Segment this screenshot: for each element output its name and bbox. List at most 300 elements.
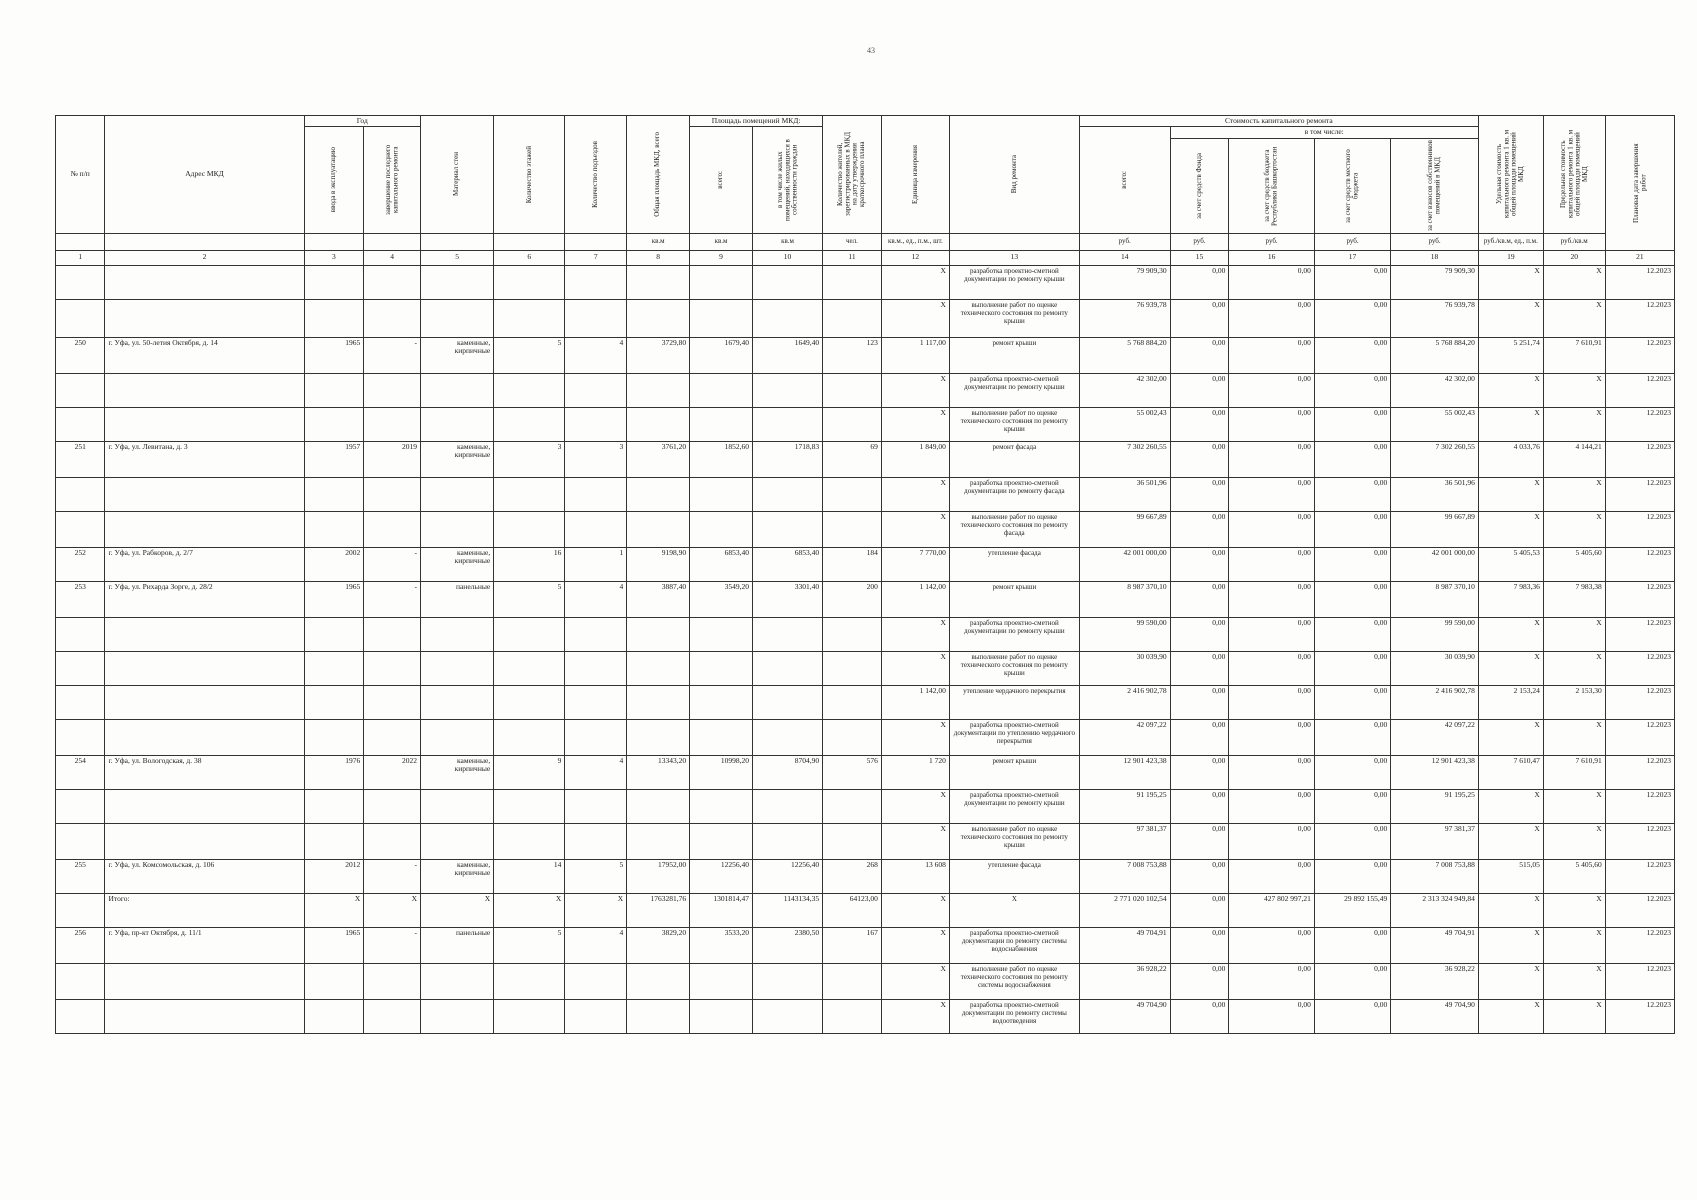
area-total bbox=[690, 407, 753, 441]
area-private: 1143134,35 bbox=[752, 893, 822, 927]
specific-cost: X bbox=[1478, 373, 1543, 407]
specific-cost: X bbox=[1478, 893, 1543, 927]
unit-cell: кв.м bbox=[627, 233, 690, 250]
cost-fund: 0,00 bbox=[1170, 581, 1229, 617]
cost-total: 7 302 260,55 bbox=[1079, 441, 1170, 477]
unit-cell: кв.м bbox=[690, 233, 753, 250]
residents: 64123,00 bbox=[823, 893, 882, 927]
unit-cell: кв.м bbox=[752, 233, 822, 250]
cost-local: 0,00 bbox=[1314, 265, 1390, 299]
commission-year bbox=[304, 265, 364, 299]
work-type: выполнение работ по оценке технического состояния по ремонту крыши bbox=[949, 407, 1079, 441]
entrances bbox=[565, 617, 627, 651]
limit-cost: X bbox=[1543, 407, 1605, 441]
table-row bbox=[56, 617, 1675, 651]
column-number: 4 bbox=[364, 250, 421, 265]
cost-fund: 0,00 bbox=[1170, 477, 1229, 511]
column-number: 16 bbox=[1229, 250, 1315, 265]
column-number: 9 bbox=[690, 250, 753, 265]
column-number: 13 bbox=[949, 250, 1079, 265]
cost-owners: 2 416 902,78 bbox=[1391, 685, 1479, 719]
total-area: 3729,80 bbox=[627, 337, 690, 373]
table-row bbox=[56, 337, 1675, 373]
header-floors: Количество этажей bbox=[494, 116, 565, 234]
cost-republic: 0,00 bbox=[1229, 299, 1315, 337]
cost-local: 0,00 bbox=[1314, 441, 1390, 477]
unit-value: 13 608 bbox=[881, 859, 949, 893]
address bbox=[105, 963, 304, 999]
work-type: разработка проектно-сметной документации по ремонту крыши bbox=[949, 265, 1079, 299]
row-number bbox=[56, 511, 105, 547]
last-repair-year bbox=[364, 823, 421, 859]
cost-fund: 0,00 bbox=[1170, 511, 1229, 547]
unit-value: X bbox=[881, 373, 949, 407]
commission-year bbox=[304, 617, 364, 651]
address bbox=[105, 719, 304, 755]
cost-total: 42 302,00 bbox=[1079, 373, 1170, 407]
unit-value: 1 142,00 bbox=[881, 685, 949, 719]
total-area bbox=[627, 477, 690, 511]
table-row bbox=[56, 823, 1675, 859]
residents bbox=[823, 963, 882, 999]
cost-total: 30 039,90 bbox=[1079, 651, 1170, 685]
unit-value: X bbox=[881, 477, 949, 511]
cost-owners: 99 667,89 bbox=[1391, 511, 1479, 547]
cost-total: 99 667,89 bbox=[1079, 511, 1170, 547]
cost-owners: 42 097,22 bbox=[1391, 719, 1479, 755]
total-area: 3761,20 bbox=[627, 441, 690, 477]
residents bbox=[823, 407, 882, 441]
cost-republic: 0,00 bbox=[1229, 685, 1315, 719]
specific-cost: 7 983,36 bbox=[1478, 581, 1543, 617]
cost-owners: 42 302,00 bbox=[1391, 373, 1479, 407]
row-number bbox=[56, 407, 105, 441]
work-type: ремонт крыши bbox=[949, 755, 1079, 789]
plan-date: 12.2023 bbox=[1605, 511, 1674, 547]
work-type: выполнение работ по оценке технического состояния по ремонту фасада bbox=[949, 511, 1079, 547]
residents bbox=[823, 999, 882, 1033]
wall-material: каменные, кирпичные bbox=[421, 859, 494, 893]
cost-republic: 0,00 bbox=[1229, 337, 1315, 373]
cost-local: 0,00 bbox=[1314, 927, 1390, 963]
commission-year: 1965 bbox=[304, 581, 364, 617]
area-total: 1679,40 bbox=[690, 337, 753, 373]
plan-date: 12.2023 bbox=[1605, 789, 1674, 823]
cost-republic: 0,00 bbox=[1229, 859, 1315, 893]
cost-republic: 0,00 bbox=[1229, 441, 1315, 477]
unit-value: X bbox=[881, 789, 949, 823]
limit-cost: X bbox=[1543, 963, 1605, 999]
table-row bbox=[56, 441, 1675, 477]
specific-cost: X bbox=[1478, 719, 1543, 755]
area-total: 1852,60 bbox=[690, 441, 753, 477]
total-area bbox=[627, 617, 690, 651]
wall-material bbox=[421, 511, 494, 547]
limit-cost: 5 405,60 bbox=[1543, 547, 1605, 581]
limit-cost: X bbox=[1543, 299, 1605, 337]
residents bbox=[823, 789, 882, 823]
row-number bbox=[56, 685, 105, 719]
work-type: разработка проектно-сметной документации по ремонту системы водоснабжения bbox=[949, 927, 1079, 963]
floors bbox=[494, 265, 565, 299]
cost-republic: 0,00 bbox=[1229, 789, 1315, 823]
plan-date: 12.2023 bbox=[1605, 893, 1674, 927]
plan-date: 12.2023 bbox=[1605, 685, 1674, 719]
cost-owners: 91 195,25 bbox=[1391, 789, 1479, 823]
cost-republic: 0,00 bbox=[1229, 755, 1315, 789]
header-commission-year: ввода в эксплуатацию bbox=[304, 127, 364, 233]
area-total: 12256,40 bbox=[690, 859, 753, 893]
area-private: 2380,50 bbox=[752, 927, 822, 963]
area-total bbox=[690, 789, 753, 823]
entrances bbox=[565, 299, 627, 337]
entrances bbox=[565, 511, 627, 547]
work-type: разработка проектно-сметной документации по ремонту системы водоотведения bbox=[949, 999, 1079, 1033]
cost-total: 55 002,43 bbox=[1079, 407, 1170, 441]
address bbox=[105, 651, 304, 685]
address bbox=[105, 823, 304, 859]
cost-local: 0,00 bbox=[1314, 477, 1390, 511]
header-unit: Единица измерения bbox=[881, 116, 949, 234]
table-row bbox=[56, 719, 1675, 755]
cost-fund: 0,00 bbox=[1170, 337, 1229, 373]
cost-total: 5 768 884,20 bbox=[1079, 337, 1170, 373]
header-cost-owners: за счет взносов собственников помещений в МКД bbox=[1391, 138, 1479, 233]
cost-owners: 36 928,22 bbox=[1391, 963, 1479, 999]
address: Итого: bbox=[105, 893, 304, 927]
last-repair-year bbox=[364, 265, 421, 299]
floors bbox=[494, 789, 565, 823]
area-private: 3301,40 bbox=[752, 581, 822, 617]
area-private bbox=[752, 685, 822, 719]
work-type: выполнение работ по оценке технического состояния по ремонту крыши bbox=[949, 823, 1079, 859]
address: г. Уфа, ул. Рабкоров, д. 2/7 bbox=[105, 547, 304, 581]
column-number: 12 bbox=[881, 250, 949, 265]
residents bbox=[823, 265, 882, 299]
cost-total: 36 501,96 bbox=[1079, 477, 1170, 511]
cost-fund: 0,00 bbox=[1170, 999, 1229, 1033]
column-number-row bbox=[56, 250, 1675, 265]
floors: 9 bbox=[494, 755, 565, 789]
plan-date: 12.2023 bbox=[1605, 265, 1674, 299]
entrances: 5 bbox=[565, 859, 627, 893]
unit-value: 1 849,00 bbox=[881, 441, 949, 477]
header-last-repair-year: завершение последнего капитального ремонта bbox=[364, 127, 421, 233]
total-area: 17952,00 bbox=[627, 859, 690, 893]
column-number: 1 bbox=[56, 250, 105, 265]
floors bbox=[494, 719, 565, 755]
row-number bbox=[56, 893, 105, 927]
total-area bbox=[627, 651, 690, 685]
last-repair-year bbox=[364, 685, 421, 719]
address bbox=[105, 299, 304, 337]
plan-date: 12.2023 bbox=[1605, 547, 1674, 581]
cost-republic: 0,00 bbox=[1229, 651, 1315, 685]
unit-cell: руб./кв.м, ед., п.м. bbox=[1478, 233, 1543, 250]
last-repair-year bbox=[364, 789, 421, 823]
cost-fund: 0,00 bbox=[1170, 373, 1229, 407]
entrances bbox=[565, 407, 627, 441]
total-area: 1763281,76 bbox=[627, 893, 690, 927]
unit-value: X bbox=[881, 265, 949, 299]
total-area bbox=[627, 719, 690, 755]
cost-local: 0,00 bbox=[1314, 547, 1390, 581]
entrances: 3 bbox=[565, 441, 627, 477]
cost-local: 29 892 155,49 bbox=[1314, 893, 1390, 927]
entrances bbox=[565, 789, 627, 823]
limit-cost: X bbox=[1543, 823, 1605, 859]
total-area bbox=[627, 789, 690, 823]
residents: 268 bbox=[823, 859, 882, 893]
plan-date: 12.2023 bbox=[1605, 963, 1674, 999]
commission-year bbox=[304, 373, 364, 407]
address bbox=[105, 373, 304, 407]
address: г. Уфа, ул. Комсомольская, д. 106 bbox=[105, 859, 304, 893]
unit-value: X bbox=[881, 511, 949, 547]
specific-cost: 7 610,47 bbox=[1478, 755, 1543, 789]
header-residents: Количество жителей, зарегистрированных в МКД на дату утверждения краткосрочного плана bbox=[823, 116, 882, 234]
total-area bbox=[627, 823, 690, 859]
specific-cost: X bbox=[1478, 963, 1543, 999]
row-number bbox=[56, 719, 105, 755]
area-total bbox=[690, 719, 753, 755]
cost-fund: 0,00 bbox=[1170, 755, 1229, 789]
wall-material bbox=[421, 477, 494, 511]
residents: 576 bbox=[823, 755, 882, 789]
commission-year bbox=[304, 651, 364, 685]
last-repair-year: X bbox=[364, 893, 421, 927]
wall-material: X bbox=[421, 893, 494, 927]
commission-year bbox=[304, 823, 364, 859]
floors bbox=[494, 823, 565, 859]
area-total: 6853,40 bbox=[690, 547, 753, 581]
commission-year: 1965 bbox=[304, 337, 364, 373]
cost-local: 0,00 bbox=[1314, 581, 1390, 617]
area-total: 3549,20 bbox=[690, 581, 753, 617]
address bbox=[105, 685, 304, 719]
cost-total: 2 416 902,78 bbox=[1079, 685, 1170, 719]
unit-cell: руб. bbox=[1314, 233, 1390, 250]
cost-owners: 55 002,43 bbox=[1391, 407, 1479, 441]
last-repair-year bbox=[364, 373, 421, 407]
last-repair-year bbox=[364, 719, 421, 755]
work-type: разработка проектно-сметной документации по ремонту фасада bbox=[949, 477, 1079, 511]
area-private bbox=[752, 511, 822, 547]
unit-cell: чел. bbox=[823, 233, 882, 250]
area-total bbox=[690, 963, 753, 999]
limit-cost: X bbox=[1543, 789, 1605, 823]
table-body bbox=[56, 265, 1675, 1033]
column-number: 6 bbox=[494, 250, 565, 265]
table-row bbox=[56, 581, 1675, 617]
table-row bbox=[56, 265, 1675, 299]
row-number bbox=[56, 999, 105, 1033]
header-cost-republic: за счет средств бюджета Республики Башкортостан bbox=[1229, 138, 1315, 233]
entrances bbox=[565, 265, 627, 299]
cost-total: 97 381,37 bbox=[1079, 823, 1170, 859]
total-area: 3887,40 bbox=[627, 581, 690, 617]
area-total bbox=[690, 511, 753, 547]
total-area: 3829,20 bbox=[627, 927, 690, 963]
area-total: 3533,20 bbox=[690, 927, 753, 963]
entrances bbox=[565, 823, 627, 859]
row-number: 251 bbox=[56, 441, 105, 477]
cost-republic: 0,00 bbox=[1229, 581, 1315, 617]
plan-date: 12.2023 bbox=[1605, 823, 1674, 859]
header-cost-fund: за счет средств Фонда bbox=[1170, 138, 1229, 233]
cost-total: 91 195,25 bbox=[1079, 789, 1170, 823]
wall-material: каменные, кирпичные bbox=[421, 547, 494, 581]
wall-material: панельные bbox=[421, 927, 494, 963]
unit-value: X bbox=[881, 651, 949, 685]
header-cost-local: за счет средств местного бюджета bbox=[1314, 138, 1390, 233]
cost-total: 8 987 370,10 bbox=[1079, 581, 1170, 617]
cost-fund: 0,00 bbox=[1170, 893, 1229, 927]
area-private bbox=[752, 265, 822, 299]
table-row bbox=[56, 859, 1675, 893]
unit-value: X bbox=[881, 963, 949, 999]
cost-owners: 97 381,37 bbox=[1391, 823, 1479, 859]
column-number: 17 bbox=[1314, 250, 1390, 265]
cost-owners: 42 001 000,00 bbox=[1391, 547, 1479, 581]
floors: X bbox=[494, 893, 565, 927]
cost-fund: 0,00 bbox=[1170, 265, 1229, 299]
address: г. Уфа, пр-кт Октября, д. 11/1 bbox=[105, 927, 304, 963]
page-number: 43 bbox=[867, 46, 875, 55]
cost-fund: 0,00 bbox=[1170, 617, 1229, 651]
cost-owners: 5 768 884,20 bbox=[1391, 337, 1479, 373]
unit-value: X bbox=[881, 299, 949, 337]
wall-material bbox=[421, 789, 494, 823]
cost-fund: 0,00 bbox=[1170, 651, 1229, 685]
row-number: 253 bbox=[56, 581, 105, 617]
plan-date: 12.2023 bbox=[1605, 927, 1674, 963]
column-number: 21 bbox=[1605, 250, 1674, 265]
cost-local: 0,00 bbox=[1314, 617, 1390, 651]
commission-year bbox=[304, 477, 364, 511]
table-row bbox=[56, 755, 1675, 789]
area-private bbox=[752, 963, 822, 999]
column-number: 5 bbox=[421, 250, 494, 265]
limit-cost: X bbox=[1543, 617, 1605, 651]
area-private: 1649,40 bbox=[752, 337, 822, 373]
table-row bbox=[56, 511, 1675, 547]
limit-cost: X bbox=[1543, 927, 1605, 963]
row-number: 254 bbox=[56, 755, 105, 789]
floors bbox=[494, 373, 565, 407]
address: г. Уфа, ул. Вологодская, д. 38 bbox=[105, 755, 304, 789]
unit-cell: руб. bbox=[1079, 233, 1170, 250]
residents bbox=[823, 719, 882, 755]
cost-republic: 0,00 bbox=[1229, 477, 1315, 511]
floors bbox=[494, 477, 565, 511]
commission-year bbox=[304, 789, 364, 823]
area-total bbox=[690, 373, 753, 407]
work-type: ремонт крыши bbox=[949, 337, 1079, 373]
cost-republic: 427 802 997,21 bbox=[1229, 893, 1315, 927]
row-number bbox=[56, 617, 105, 651]
entrances bbox=[565, 685, 627, 719]
specific-cost: X bbox=[1478, 823, 1543, 859]
table-row bbox=[56, 373, 1675, 407]
unit-cell: руб. bbox=[1391, 233, 1479, 250]
header-entrances: Количество подъездов bbox=[565, 116, 627, 234]
header-plan-date: Плановая дата завершения работ bbox=[1605, 116, 1674, 251]
cost-local: 0,00 bbox=[1314, 511, 1390, 547]
cost-republic: 0,00 bbox=[1229, 823, 1315, 859]
specific-cost: X bbox=[1478, 651, 1543, 685]
table-row bbox=[56, 299, 1675, 337]
row-number bbox=[56, 651, 105, 685]
header-area-private: в том числе жилых помещений, находящихся в собственности граждан bbox=[752, 127, 822, 233]
area-private bbox=[752, 373, 822, 407]
wall-material: панельные bbox=[421, 581, 494, 617]
floors bbox=[494, 999, 565, 1033]
limit-cost: 7 610,91 bbox=[1543, 337, 1605, 373]
residents bbox=[823, 617, 882, 651]
table-row bbox=[56, 651, 1675, 685]
floors bbox=[494, 407, 565, 441]
area-private bbox=[752, 299, 822, 337]
plan-date: 12.2023 bbox=[1605, 407, 1674, 441]
area-total bbox=[690, 299, 753, 337]
address bbox=[105, 617, 304, 651]
cost-total: 7 008 753,88 bbox=[1079, 859, 1170, 893]
specific-cost: 4 033,76 bbox=[1478, 441, 1543, 477]
specific-cost: X bbox=[1478, 999, 1543, 1033]
wall-material: каменные, кирпичные bbox=[421, 441, 494, 477]
cost-local: 0,00 bbox=[1314, 755, 1390, 789]
residents bbox=[823, 511, 882, 547]
commission-year bbox=[304, 719, 364, 755]
plan-date: 12.2023 bbox=[1605, 719, 1674, 755]
address bbox=[105, 789, 304, 823]
table-row bbox=[56, 789, 1675, 823]
unit-value: X bbox=[881, 617, 949, 651]
area-total: 1301814,47 bbox=[690, 893, 753, 927]
cost-local: 0,00 bbox=[1314, 299, 1390, 337]
cost-owners: 7 302 260,55 bbox=[1391, 441, 1479, 477]
residents: 184 bbox=[823, 547, 882, 581]
cost-republic: 0,00 bbox=[1229, 719, 1315, 755]
cost-total: 49 704,90 bbox=[1079, 999, 1170, 1033]
plan-date: 12.2023 bbox=[1605, 651, 1674, 685]
cost-local: 0,00 bbox=[1314, 823, 1390, 859]
last-repair-year: - bbox=[364, 547, 421, 581]
cost-total: 99 590,00 bbox=[1079, 617, 1170, 651]
area-total bbox=[690, 617, 753, 651]
specific-cost: X bbox=[1478, 265, 1543, 299]
plan-date: 12.2023 bbox=[1605, 617, 1674, 651]
entrances bbox=[565, 373, 627, 407]
floors: 5 bbox=[494, 927, 565, 963]
floors bbox=[494, 617, 565, 651]
unit-value: 7 770,00 bbox=[881, 547, 949, 581]
area-private: 8704,90 bbox=[752, 755, 822, 789]
last-repair-year bbox=[364, 511, 421, 547]
total-area bbox=[627, 299, 690, 337]
total-area bbox=[627, 407, 690, 441]
unit-value: X bbox=[881, 893, 949, 927]
area-total bbox=[690, 477, 753, 511]
total-area: 9198,90 bbox=[627, 547, 690, 581]
entrances bbox=[565, 963, 627, 999]
limit-cost: 5 405,60 bbox=[1543, 859, 1605, 893]
unit-cell: руб. bbox=[1229, 233, 1315, 250]
cost-fund: 0,00 bbox=[1170, 823, 1229, 859]
header-cost-group: Стоимость капитального ремонта bbox=[1079, 116, 1478, 127]
work-type: ремонт фасада bbox=[949, 441, 1079, 477]
